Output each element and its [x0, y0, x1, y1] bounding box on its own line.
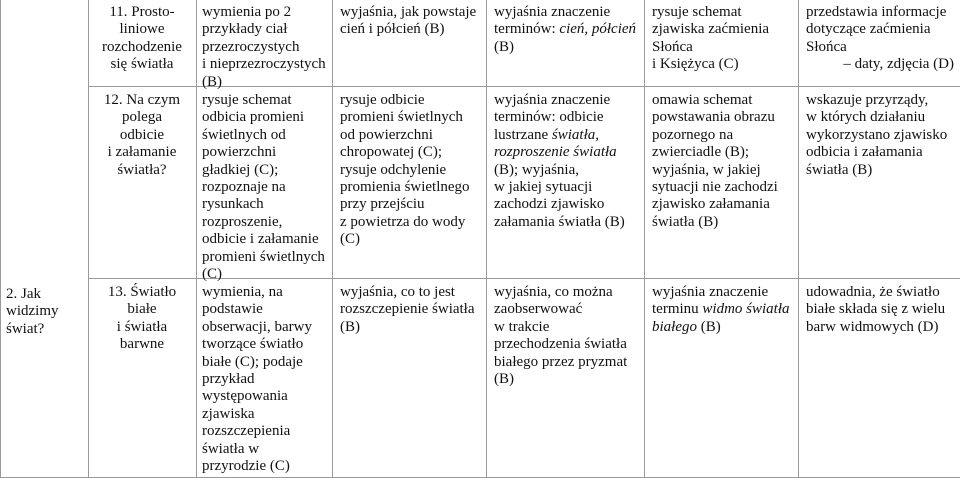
- text-line: odbicia promieni: [202, 109, 305, 126]
- text-line: barwne: [119, 336, 165, 353]
- text-line: powstawania obrazu: [652, 109, 775, 126]
- text-line: [494, 127, 644, 144]
- text-line: gładkiej (C);: [202, 161, 279, 178]
- text-line: i Księżyca (C): [652, 56, 739, 73]
- column-divider: [196, 0, 197, 478]
- lesson-cell-11: [89, 4, 195, 74]
- text-line: rysuje odchylenie: [340, 161, 447, 178]
- text-line: rozszczepienia: [202, 423, 291, 440]
- text-line: udowadnia, że światło: [806, 284, 940, 300]
- text-line: polega: [122, 109, 162, 126]
- text-line: zwierciadle (B);: [652, 144, 750, 161]
- text-line: tworzące światło: [202, 336, 304, 353]
- text-line: (B): [494, 38, 514, 55]
- text-segment: lustrzane: [494, 126, 552, 143]
- italic-term: widmo światła: [702, 301, 790, 318]
- text-line: z powietrza do wody: [340, 213, 466, 230]
- text-line: wykorzystano zjawisko: [806, 126, 948, 143]
- supplementary-requirements-cell: [494, 4, 644, 56]
- text-line: rysuje odbicie: [340, 92, 425, 108]
- text-line: i załamanie: [107, 144, 177, 161]
- italic-term: cień, półcień: [559, 21, 637, 38]
- text-line: (B); wyjaśnia,: [494, 161, 579, 178]
- text-line: białe (C); podaje: [202, 353, 303, 370]
- basic-requirements-cell: [202, 284, 332, 475]
- text-line: – daty, zdjęcia (D): [843, 56, 954, 73]
- text-line: promieni świetlnych: [340, 109, 463, 126]
- text-line: wyjaśnia znaczenie: [494, 92, 611, 108]
- text-line: omawia schemat: [652, 92, 753, 108]
- text-line: wyjaśnia, co to jest: [340, 284, 455, 300]
- text-line: w jakiej sytuacji: [494, 179, 593, 196]
- text-line: zaobserwować: [494, 301, 583, 318]
- italic-term: rozproszenie światła: [494, 144, 617, 161]
- text-line: wyjaśnia znaczenie: [652, 284, 769, 300]
- text-line: od powierzchni: [340, 126, 433, 143]
- text-line: przy przejściu: [340, 196, 425, 213]
- text-line: wyjaśnia, co można: [494, 284, 613, 300]
- text-line: rozchodzenie: [102, 38, 182, 55]
- text-line: zjawiska zaćmienia: [652, 21, 770, 38]
- excellent-extra-cell: [806, 4, 954, 74]
- text-line: się światła: [110, 56, 174, 73]
- text-line: cień i półcień (B): [340, 21, 445, 38]
- text-line: wymienia, na: [202, 284, 283, 300]
- text-line: pozornego na: [652, 126, 734, 143]
- text-segment: terminu: [652, 301, 703, 318]
- text-line: przyrodzie (C): [202, 458, 290, 475]
- text-line: przedstawia informacje: [806, 4, 947, 20]
- text-line: w trakcie: [494, 318, 550, 335]
- text-line: sytuacji nie zachodzi: [652, 179, 778, 196]
- text-line: białe: [127, 301, 157, 318]
- text-line: wyjaśnia, jak powstaje: [340, 4, 477, 20]
- table-border-left: [0, 0, 1, 478]
- text-line: zachodzi zjawisko: [494, 196, 605, 213]
- text-line: rozszczepienie światła: [340, 301, 475, 318]
- text-line: przykład: [202, 371, 255, 388]
- text-line: białego przez pryzmat: [494, 353, 628, 370]
- text-line: 12. Na czym: [103, 92, 181, 108]
- text-line: Słońca: [806, 38, 847, 55]
- supplementary-requirements-cell: [494, 284, 644, 388]
- text-line: [494, 21, 644, 38]
- text-line: przykłady ciał: [202, 21, 288, 38]
- text-line: występowania: [202, 388, 288, 405]
- column-divider: [486, 0, 487, 478]
- excellent-requirements-cell: [652, 284, 798, 336]
- text-line: (C): [340, 231, 360, 248]
- text-line: wyjaśnia znaczenie: [494, 4, 611, 20]
- text-line: świetlnych od: [202, 126, 286, 143]
- text-line: Słońca: [652, 38, 693, 55]
- text-line: chropowatej (C);: [340, 144, 443, 161]
- topic-line: widzimy: [6, 303, 59, 320]
- excellent-extra-cell: [806, 284, 956, 336]
- text-line: rysuje schemat: [202, 92, 292, 108]
- column-divider: [332, 0, 333, 478]
- column-divider: [798, 0, 799, 478]
- text-line: (C): [202, 266, 222, 283]
- text-line: (B): [494, 371, 514, 388]
- text-line: [652, 319, 798, 336]
- text-line: światła (B): [652, 213, 719, 230]
- extended-requirements-cell: [340, 92, 486, 249]
- text-line: światła?: [117, 161, 167, 178]
- extended-requirements-cell: [340, 284, 486, 336]
- lesson-cell-12: [89, 92, 195, 179]
- text-line: wyjaśnia, w jakiej: [652, 161, 761, 178]
- column-divider: [644, 0, 645, 478]
- excellent-requirements-cell: [652, 4, 798, 74]
- text-line: zjawiska: [202, 405, 255, 422]
- text-line: (B): [202, 73, 222, 90]
- text-line: liniowe: [119, 21, 165, 38]
- topic-line: 2. Jak: [6, 286, 41, 302]
- text-line: dotyczące zaćmienia: [806, 21, 931, 38]
- excellent-requirements-cell: [652, 92, 798, 231]
- text-line: białe składa się z wielu: [806, 301, 946, 318]
- supplementary-requirements-cell: [494, 92, 644, 231]
- text-line: i światła: [116, 318, 168, 335]
- text-line: rozproszenie,: [202, 213, 283, 230]
- text-segment: terminów:: [494, 21, 560, 38]
- basic-requirements-cell: [202, 4, 332, 91]
- text-line: odbicia i załamania: [806, 144, 923, 161]
- text-line: w których działaniu: [806, 109, 926, 126]
- text-line: rozpoznaje na: [202, 179, 286, 196]
- text-segment: (B): [697, 318, 721, 335]
- text-line: obserwacji, barwy: [202, 318, 312, 335]
- text-line: barw widmowych (D): [806, 318, 939, 335]
- text-line: zjawisko załamania: [652, 196, 770, 213]
- text-line: wskazuje przyrządy,: [806, 92, 929, 108]
- text-line: terminów: odbicie: [494, 109, 604, 126]
- italic-term: światła,: [551, 126, 599, 143]
- italic-term: białego: [652, 318, 697, 335]
- text-line: 11. Prosto-: [109, 4, 175, 20]
- text-line: podstawie: [202, 301, 263, 318]
- text-line: światła (B): [806, 161, 873, 178]
- text-line: promienia świetlnego: [340, 179, 470, 196]
- extended-requirements-cell: [340, 4, 486, 39]
- text-line: przechodzenia światła: [494, 336, 627, 353]
- text-line: załamania światła (B): [494, 213, 625, 230]
- text-line: (B): [340, 318, 360, 335]
- text-line: [652, 301, 798, 318]
- text-line: i nieprzezroczystych: [202, 56, 326, 73]
- text-line: rysunkach: [202, 196, 264, 213]
- text-line: [494, 144, 644, 161]
- text-line: promieni świetlnych: [202, 248, 325, 265]
- text-line: powierzchni: [202, 144, 277, 161]
- text-line: przezroczystych: [202, 38, 300, 55]
- text-line: rysuje schemat: [652, 4, 742, 20]
- text-line: odbicie i załamanie: [202, 231, 319, 248]
- text-line: światła w: [202, 440, 260, 457]
- text-line: 13. Światło: [107, 284, 177, 300]
- lesson-cell-13: [89, 284, 195, 354]
- topic-cell: [6, 286, 84, 338]
- text-line: wymienia po 2: [202, 4, 292, 20]
- topic-line: świat?: [6, 320, 45, 337]
- basic-requirements-cell: [202, 92, 332, 283]
- excellent-extra-cell: [806, 92, 954, 179]
- text-line: odbicie: [119, 126, 165, 143]
